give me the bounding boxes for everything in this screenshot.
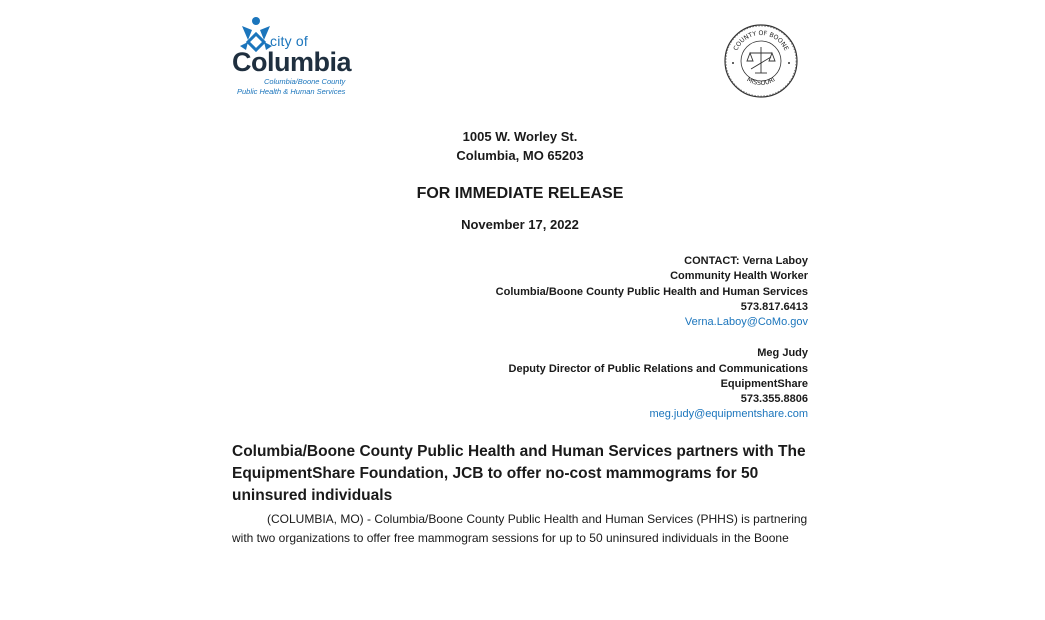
release-date: November 17, 2022 (461, 217, 579, 232)
logo-city-name: Columbia (232, 47, 352, 77)
release-label: FOR IMMEDIATE RELEASE (416, 185, 624, 202)
city-of-columbia-logo (232, 16, 357, 100)
address-street: 1005 W. Worley St. (462, 129, 578, 144)
contact1-email-link[interactable]: Verna.Laboy@CoMo.gov (684, 316, 808, 328)
contact2-title: Deputy Director of Public Relations and Communications (508, 363, 808, 375)
contact1-title: Community Health Worker (670, 270, 808, 282)
seal-bottom-text: MISSOURI (745, 76, 777, 88)
contact1-org: Columbia/Boone County Public Health and Human Services (495, 286, 808, 298)
logo-subtitle-2: Public Health & Human Services (237, 87, 346, 96)
contact2-name: Meg Judy (757, 347, 808, 359)
contact2-email-link[interactable]: meg.judy@equipmentshare.com (649, 408, 808, 420)
contact2-phone: 573.355.8806 (740, 393, 808, 405)
county-of-boone-seal (723, 23, 799, 99)
contact1-phone: 573.817.6413 (740, 301, 808, 313)
headline: Columbia/Boone County Public Health and Human Services partners with The EquipmentShare Foundation, JCB to offer no-cost mammograms for 50 uninsured individuals (232, 443, 806, 504)
seal-top-text: COUNTY OF BOONE (732, 29, 790, 52)
address-city-state: Columbia, MO 65203 (456, 148, 584, 163)
contact1-name: CONTACT: Verna Laboy (684, 255, 808, 267)
body-paragraph: (COLUMBIA, MO) - Columbia/Boone County Public Health and Human Services (PHHS) is partnering with two organizations to offer free mammogram sessions for up to 50 uninsured individuals in the Boone (232, 512, 808, 545)
logo-city-of: city of (270, 33, 308, 49)
contact2-org: EquipmentShare (720, 378, 808, 390)
logo-subtitle-1: Columbia/Boone County (264, 77, 346, 86)
